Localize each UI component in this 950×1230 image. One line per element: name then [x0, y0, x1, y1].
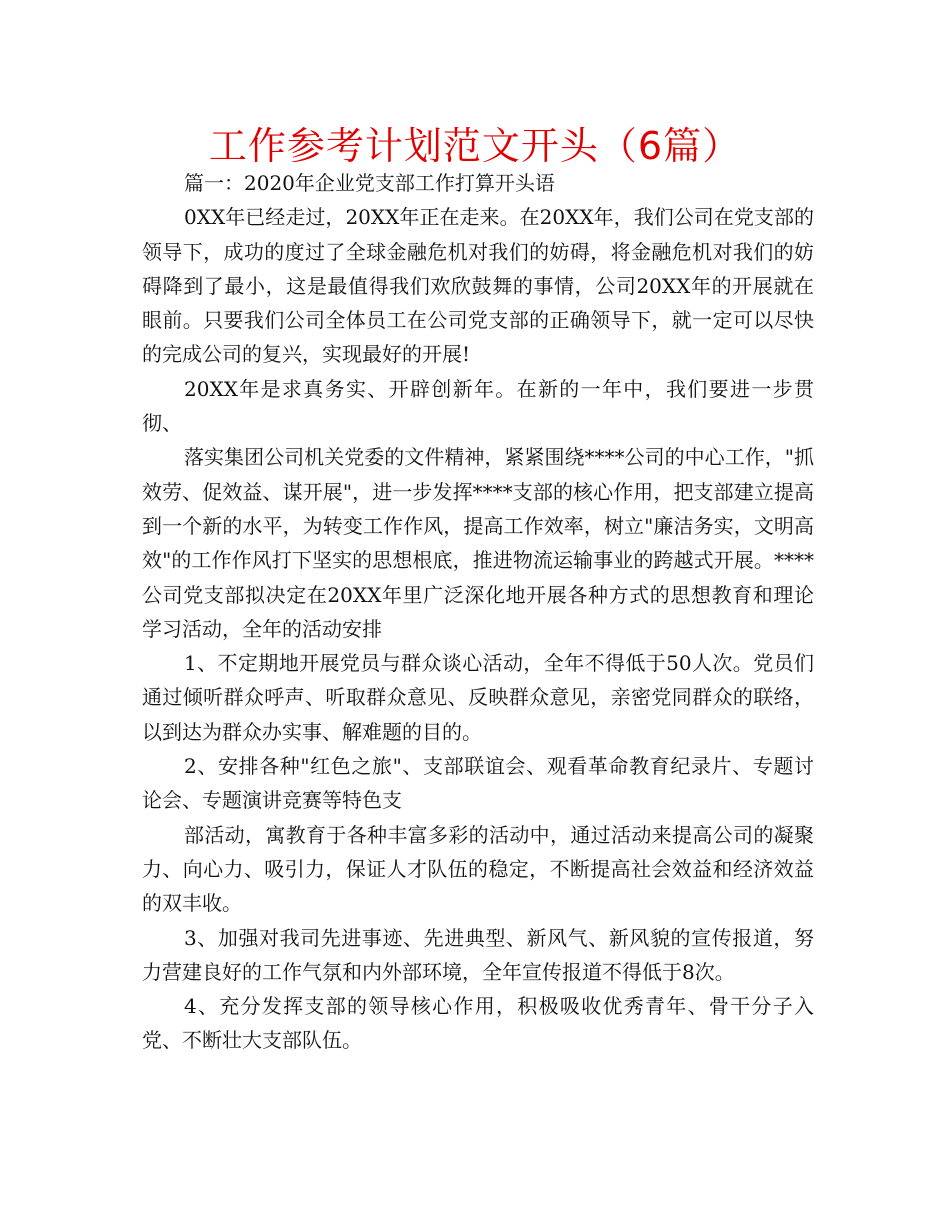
- paragraph-implementation: 落实集团公司机关党委的文件精神，紧紧围绕****公司的中心工作，"抓效劳、促效益、谋开展"，进一步发挥****支部的核心作用，把支部建立提高到一个新的水平，为转变工作作风，提高工作效率，树立"廉洁务实，文明高效"的工作作风打下坚实的思想根底，推进物流运输事业的跨越式开展。****公司党支部拟决定在20XX年里广泛深化地开展各种方式的思想教育和理论学习活动，全年的活动安排: [142, 445, 814, 641]
- paragraph-item-4: 4、充分发挥支部的领导核心作用，积极吸收优秀青年、骨干分子入党、不断壮大支部队伍。: [142, 994, 814, 1053]
- paragraph-item-2: 2、安排各种"红色之旅"、支部联谊会、观看革命教育纪录片、专题讨论会、专题演讲竞赛等特色支: [142, 754, 814, 813]
- document-body: [142, 166, 814, 1058]
- document-title: 工作参考计划范文开头（6篇）: [208, 124, 742, 168]
- paragraph-new-year: 20XX年是求真务实、开辟创新年。在新的一年中，我们要进一步贯彻、: [142, 376, 814, 436]
- paragraph-item-2-continued: 部活动，寓教育于各种丰富多彩的活动中，通过活动来提高公司的凝聚力、向心力、吸引力，保证人才队伍的稳定，不断提高社会效益和经济效益的双丰收。: [142, 822, 814, 916]
- paragraph-item-3: 3、加强对我司先进事迹、先进典型、新风气、新风貌的宣传报道，努力营建良好的工作气氛和内外部环境，全年宣传报道不得低于8次。: [142, 925, 814, 984]
- paragraph-item-1: 1、不定期地开展党员与群众谈心活动，全年不得低于50人次。党员们通过倾听群众呼声、听取群众意见、反映群众意见，亲密党同群众的联络，以到达为群众办实事、解难题的目的。: [142, 651, 814, 744]
- paragraph-intro: 0XX年已经走过，20XX年正在走来。在20XX年，我们公司在党支部的领导下，成功的度过了全球金融危机对我们的妨碍，将金融危机对我们的妨碍降到了最小，这是最值得我们欢欣鼓舞的事情，公司20XX年的开展就在眼前。只要我们公司全体员工在公司党支部的正确领导下，就一定可以尽快的完成公司的复兴，实现最好的开展!: [142, 205, 814, 367]
- paragraph-section-heading: 篇一：2020年企业党支部工作打算开头语: [184, 171, 555, 195]
